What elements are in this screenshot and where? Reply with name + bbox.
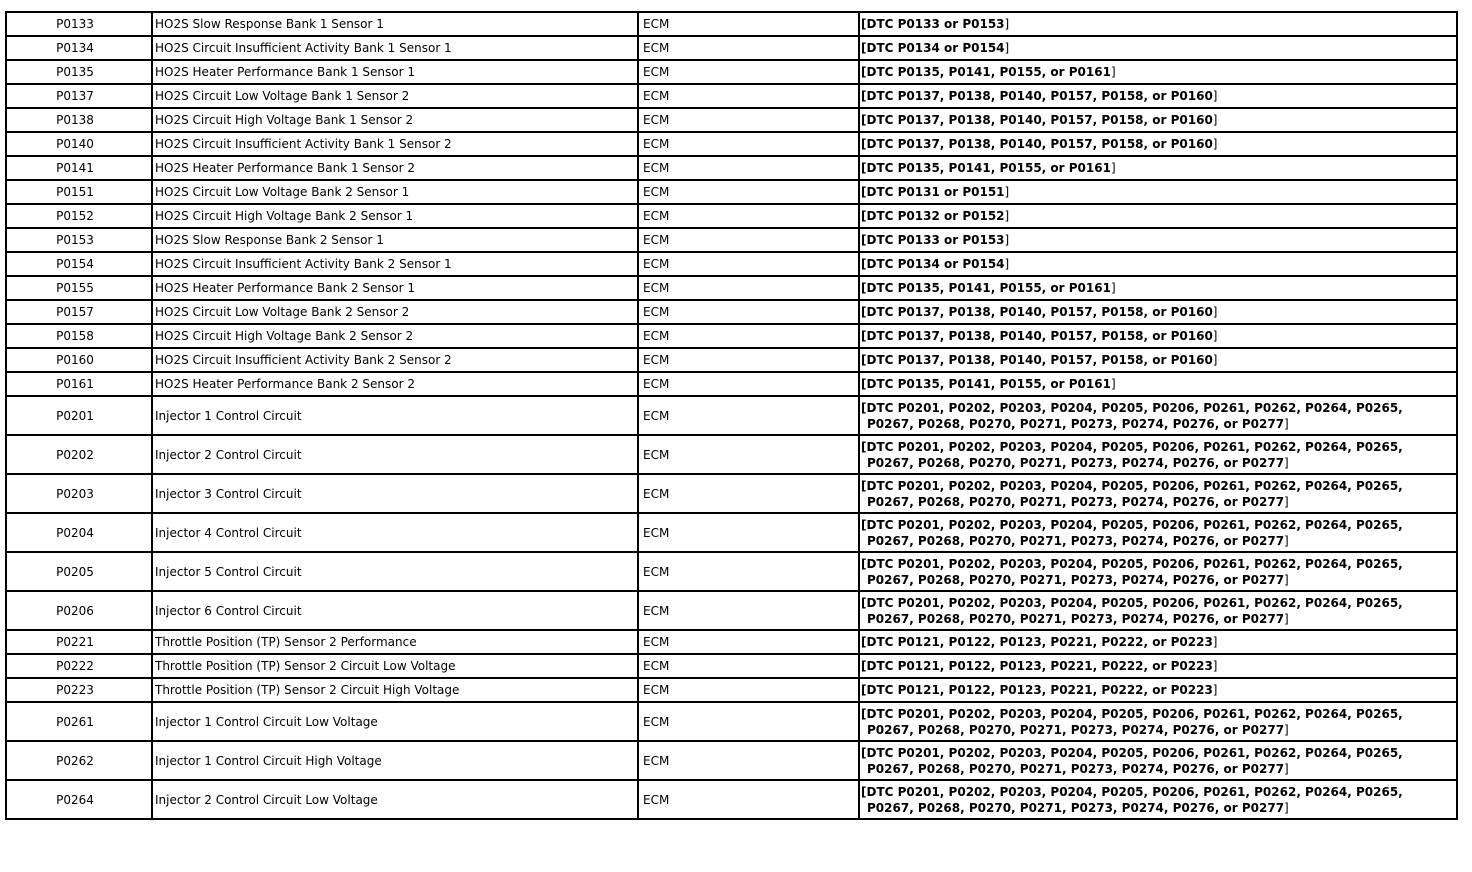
dtc-reference-link[interactable]: [DTC P0137, P0138, P0140, P0157, P0158, or P0160 — [861, 329, 1213, 343]
dtc-reference-cell — [859, 396, 1457, 435]
dtc-description-cell: HO2S Slow Response Bank 2 Sensor 1 — [152, 228, 638, 252]
dtc-reference-line — [861, 634, 1456, 650]
dtc-reference-cell — [859, 654, 1457, 678]
table-row — [6, 591, 1457, 630]
dtc-reference-cell — [859, 228, 1457, 252]
dtc-reference-link[interactable]: [DTC P0137, P0138, P0140, P0157, P0158, or P0160 — [861, 305, 1213, 319]
table-row — [6, 252, 1457, 276]
table-row — [6, 678, 1457, 702]
dtc-module-cell: ECM — [638, 12, 859, 36]
dtc-module-cell: ECM — [638, 204, 859, 228]
dtc-reference-cell — [859, 780, 1457, 819]
dtc-reference-cell — [859, 591, 1457, 630]
table-row — [6, 60, 1457, 84]
dtc-reference-link[interactable]: [DTC P0201, P0202, P0203, P0204, P0205, P0206, P0261, P0262, P0264, P0265, — [861, 400, 1403, 415]
closing-bracket: ] — [1004, 17, 1010, 31]
dtc-description-cell: HO2S Circuit Low Voltage Bank 2 Sensor 2 — [152, 300, 638, 324]
dtc-reference-link[interactable]: [DTC P0201, P0202, P0203, P0204, P0205, P0206, P0261, P0262, P0264, P0265, — [861, 706, 1403, 721]
dtc-module-cell: ECM — [638, 654, 859, 678]
dtc-reference-cell — [859, 156, 1457, 180]
closing-bracket: ] — [1212, 305, 1218, 319]
dtc-module-cell: ECM — [638, 435, 859, 474]
dtc-reference-line — [861, 136, 1456, 152]
dtc-reference-cell — [859, 108, 1457, 132]
dtc-description-cell: HO2S Circuit Low Voltage Bank 2 Sensor 1 — [152, 180, 638, 204]
dtc-description-cell: Injector 2 Control Circuit Low Voltage — [152, 780, 638, 819]
dtc-code-cell: P0152 — [6, 204, 152, 228]
table-row — [6, 348, 1457, 372]
dtc-module-cell: ECM — [638, 630, 859, 654]
table-row — [6, 513, 1457, 552]
dtc-description-cell: Injector 1 Control Circuit Low Voltage — [152, 702, 638, 741]
dtc-reference-cell — [859, 435, 1457, 474]
dtc-reference-link[interactable]: [DTC P0121, P0122, P0123, P0221, P0222, or P0223 — [861, 659, 1213, 673]
dtc-reference-cell — [859, 702, 1457, 741]
dtc-reference-link[interactable]: P0267, P0268, P0270, P0271, P0273, P0274, P0276, or P0277 — [867, 455, 1285, 470]
dtc-reference-line — [861, 745, 1456, 761]
table-row — [6, 552, 1457, 591]
dtc-module-cell: ECM — [638, 552, 859, 591]
dtc-reference-link[interactable]: [DTC P0135, P0141, P0155, or P0161 — [861, 161, 1111, 175]
table-row — [6, 276, 1457, 300]
dtc-description-cell: Throttle Position (TP) Sensor 2 Circuit High Voltage — [152, 678, 638, 702]
dtc-reference-cell — [859, 36, 1457, 60]
dtc-reference-line — [861, 439, 1456, 455]
dtc-code-cell: P0262 — [6, 741, 152, 780]
dtc-code-cell: P0261 — [6, 702, 152, 741]
dtc-reference-link[interactable]: P0267, P0268, P0270, P0271, P0273, P0274, P0276, or P0277 — [867, 800, 1285, 815]
dtc-reference-line — [861, 611, 1456, 627]
dtc-module-cell: ECM — [638, 372, 859, 396]
dtc-description-cell: Injector 1 Control Circuit — [152, 396, 638, 435]
dtc-code-cell: P0135 — [6, 60, 152, 84]
dtc-code-cell: P0134 — [6, 36, 152, 60]
table-row — [6, 654, 1457, 678]
closing-bracket: ] — [1110, 281, 1116, 295]
dtc-reference-line — [861, 595, 1456, 611]
closing-bracket: ] — [1212, 683, 1218, 697]
dtc-table — [5, 11, 1458, 820]
table-row — [6, 630, 1457, 654]
dtc-reference-link[interactable]: [DTC P0201, P0202, P0203, P0204, P0205, P0206, P0261, P0262, P0264, P0265, — [861, 556, 1403, 571]
table-row — [6, 300, 1457, 324]
closing-bracket: ] — [1212, 353, 1218, 367]
dtc-module-cell: ECM — [638, 324, 859, 348]
closing-bracket: ] — [1004, 209, 1010, 223]
dtc-module-cell: ECM — [638, 108, 859, 132]
dtc-reference-link[interactable]: [DTC P0201, P0202, P0203, P0204, P0205, P0206, P0261, P0262, P0264, P0265, — [861, 595, 1403, 610]
table-row — [6, 132, 1457, 156]
dtc-description-cell: HO2S Circuit High Voltage Bank 2 Sensor 1 — [152, 204, 638, 228]
dtc-module-cell: ECM — [638, 156, 859, 180]
dtc-reference-link[interactable]: [DTC P0132 or P0152 — [861, 209, 1005, 223]
dtc-reference-link[interactable]: [DTC P0121, P0122, P0123, P0221, P0222, or P0223 — [861, 683, 1213, 697]
dtc-reference-cell — [859, 252, 1457, 276]
dtc-reference-cell — [859, 372, 1457, 396]
dtc-code-cell: P0204 — [6, 513, 152, 552]
dtc-reference-line — [861, 112, 1456, 128]
dtc-reference-link[interactable]: P0267, P0268, P0270, P0271, P0273, P0274, P0276, or P0277 — [867, 761, 1285, 776]
dtc-reference-cell — [859, 630, 1457, 654]
dtc-reference-link[interactable]: [DTC P0137, P0138, P0140, P0157, P0158, or P0160 — [861, 353, 1213, 367]
table-row — [6, 741, 1457, 780]
dtc-description-cell: HO2S Heater Performance Bank 1 Sensor 2 — [152, 156, 638, 180]
dtc-code-cell: P0201 — [6, 396, 152, 435]
dtc-reference-cell — [859, 276, 1457, 300]
dtc-reference-line — [861, 328, 1456, 344]
closing-bracket: ] — [1284, 416, 1289, 431]
dtc-reference-line — [861, 722, 1456, 738]
dtc-reference-line — [861, 494, 1456, 510]
dtc-reference-link[interactable]: P0267, P0268, P0270, P0271, P0273, P0274, P0276, or P0277 — [867, 533, 1285, 548]
dtc-description-cell: HO2S Circuit Insufficient Activity Bank 2 Sensor 2 — [152, 348, 638, 372]
dtc-module-cell: ECM — [638, 591, 859, 630]
dtc-reference-link[interactable]: [DTC P0131 or P0151 — [861, 185, 1005, 199]
dtc-reference-cell — [859, 132, 1457, 156]
dtc-module-cell: ECM — [638, 741, 859, 780]
dtc-reference-line — [861, 88, 1456, 104]
closing-bracket: ] — [1004, 257, 1010, 271]
dtc-description-cell: Throttle Position (TP) Sensor 2 Performance — [152, 630, 638, 654]
dtc-code-cell: P0137 — [6, 84, 152, 108]
closing-bracket: ] — [1110, 161, 1116, 175]
dtc-reference-line — [861, 556, 1456, 572]
dtc-module-cell: ECM — [638, 36, 859, 60]
dtc-code-cell: P0157 — [6, 300, 152, 324]
closing-bracket: ] — [1284, 455, 1289, 470]
dtc-reference-line — [861, 761, 1456, 777]
dtc-module-cell: ECM — [638, 60, 859, 84]
dtc-reference-link[interactable]: [DTC P0134 or P0154 — [861, 41, 1005, 55]
dtc-reference-link[interactable]: [DTC P0135, P0141, P0155, or P0161 — [861, 281, 1111, 295]
dtc-code-cell: P0161 — [6, 372, 152, 396]
table-row — [6, 780, 1457, 819]
table-row — [6, 435, 1457, 474]
dtc-description-cell: HO2S Circuit High Voltage Bank 1 Sensor 2 — [152, 108, 638, 132]
dtc-reference-cell — [859, 84, 1457, 108]
closing-bracket: ] — [1212, 329, 1218, 343]
dtc-reference-line — [861, 280, 1456, 296]
closing-bracket: ] — [1284, 722, 1289, 737]
dtc-reference-line — [861, 706, 1456, 722]
dtc-reference-link[interactable]: [DTC P0201, P0202, P0203, P0204, P0205, P0206, P0261, P0262, P0264, P0265, — [861, 478, 1403, 493]
dtc-module-cell: ECM — [638, 300, 859, 324]
table-row — [6, 372, 1457, 396]
dtc-reference-link[interactable]: [DTC P0134 or P0154 — [861, 257, 1005, 271]
dtc-reference-line — [861, 160, 1456, 176]
dtc-reference-link[interactable]: [DTC P0137, P0138, P0140, P0157, P0158, or P0160 — [861, 89, 1213, 103]
dtc-module-cell: ECM — [638, 348, 859, 372]
table-row — [6, 204, 1457, 228]
dtc-module-cell: ECM — [638, 513, 859, 552]
dtc-reference-cell — [859, 180, 1457, 204]
dtc-reference-line — [861, 232, 1456, 248]
dtc-reference-cell — [859, 741, 1457, 780]
dtc-reference-line — [861, 416, 1456, 432]
dtc-reference-cell — [859, 348, 1457, 372]
dtc-description-cell: Throttle Position (TP) Sensor 2 Circuit Low Voltage — [152, 654, 638, 678]
dtc-reference-cell — [859, 324, 1457, 348]
dtc-module-cell: ECM — [638, 180, 859, 204]
closing-bracket: ] — [1284, 533, 1289, 548]
closing-bracket: ] — [1212, 89, 1218, 103]
table-row — [6, 702, 1457, 741]
closing-bracket: ] — [1212, 137, 1218, 151]
dtc-module-cell: ECM — [638, 228, 859, 252]
closing-bracket: ] — [1004, 185, 1010, 199]
table-row — [6, 396, 1457, 435]
dtc-reference-link[interactable]: [DTC P0137, P0138, P0140, P0157, P0158, or P0160 — [861, 113, 1213, 127]
dtc-reference-link[interactable]: [DTC P0121, P0122, P0123, P0221, P0222, or P0223 — [861, 635, 1213, 649]
dtc-code-cell: P0222 — [6, 654, 152, 678]
dtc-reference-link[interactable]: P0267, P0268, P0270, P0271, P0273, P0274, P0276, or P0277 — [867, 611, 1285, 626]
dtc-description-cell: HO2S Circuit High Voltage Bank 2 Sensor 2 — [152, 324, 638, 348]
dtc-reference-cell — [859, 513, 1457, 552]
dtc-description-cell: Injector 3 Control Circuit — [152, 474, 638, 513]
dtc-description-cell: HO2S Heater Performance Bank 1 Sensor 1 — [152, 60, 638, 84]
dtc-description-cell: Injector 6 Control Circuit — [152, 591, 638, 630]
dtc-reference-line — [861, 658, 1456, 674]
dtc-reference-line — [861, 478, 1456, 494]
closing-bracket: ] — [1284, 761, 1289, 776]
dtc-description-cell: HO2S Heater Performance Bank 2 Sensor 1 — [152, 276, 638, 300]
dtc-reference-link[interactable]: [DTC P0137, P0138, P0140, P0157, P0158, or P0160 — [861, 137, 1213, 151]
dtc-reference-link[interactable]: [DTC P0135, P0141, P0155, or P0161 — [861, 65, 1111, 79]
dtc-reference-cell — [859, 678, 1457, 702]
dtc-code-cell: P0158 — [6, 324, 152, 348]
table-row — [6, 474, 1457, 513]
dtc-code-cell: P0160 — [6, 348, 152, 372]
closing-bracket: ] — [1284, 572, 1289, 587]
dtc-reference-link[interactable]: P0267, P0268, P0270, P0271, P0273, P0274, P0276, or P0277 — [867, 722, 1285, 737]
dtc-code-cell: P0205 — [6, 552, 152, 591]
dtc-description-cell: HO2S Circuit Insufficient Activity Bank 1 Sensor 2 — [152, 132, 638, 156]
closing-bracket: ] — [1212, 635, 1218, 649]
dtc-description-cell: Injector 2 Control Circuit — [152, 435, 638, 474]
dtc-reference-line — [861, 400, 1456, 416]
dtc-module-cell: ECM — [638, 474, 859, 513]
dtc-reference-cell — [859, 60, 1457, 84]
closing-bracket: ] — [1284, 800, 1289, 815]
dtc-code-cell: P0223 — [6, 678, 152, 702]
table-row — [6, 84, 1457, 108]
dtc-module-cell: ECM — [638, 252, 859, 276]
dtc-code-cell: P0133 — [6, 12, 152, 36]
dtc-reference-link[interactable]: [DTC P0201, P0202, P0203, P0204, P0205, P0206, P0261, P0262, P0264, P0265, — [861, 439, 1403, 454]
dtc-code-cell: P0140 — [6, 132, 152, 156]
closing-bracket: ] — [1212, 659, 1218, 673]
dtc-reference-line — [861, 533, 1456, 549]
dtc-description-cell: Injector 4 Control Circuit — [152, 513, 638, 552]
dtc-description-cell: HO2S Slow Response Bank 1 Sensor 1 — [152, 12, 638, 36]
closing-bracket: ] — [1284, 494, 1289, 509]
dtc-code-cell: P0154 — [6, 252, 152, 276]
closing-bracket: ] — [1284, 611, 1289, 626]
dtc-description-cell: Injector 1 Control Circuit High Voltage — [152, 741, 638, 780]
dtc-module-cell: ECM — [638, 132, 859, 156]
dtc-reference-line — [861, 682, 1456, 698]
table-row — [6, 228, 1457, 252]
closing-bracket: ] — [1212, 113, 1218, 127]
dtc-reference-cell — [859, 552, 1457, 591]
table-row — [6, 36, 1457, 60]
dtc-description-cell: HO2S Circuit Low Voltage Bank 1 Sensor 2 — [152, 84, 638, 108]
dtc-code-cell: P0202 — [6, 435, 152, 474]
dtc-reference-link[interactable]: P0267, P0268, P0270, P0271, P0273, P0274, P0276, or P0277 — [867, 572, 1285, 587]
dtc-table-body — [6, 12, 1457, 819]
dtc-reference-link[interactable]: [DTC P0201, P0202, P0203, P0204, P0205, P0206, P0261, P0262, P0264, P0265, — [861, 745, 1403, 760]
table-row — [6, 156, 1457, 180]
dtc-reference-line — [861, 572, 1456, 588]
dtc-reference-cell — [859, 300, 1457, 324]
dtc-reference-link[interactable]: P0267, P0268, P0270, P0271, P0273, P0274, P0276, or P0277 — [867, 494, 1285, 509]
dtc-code-cell: P0138 — [6, 108, 152, 132]
dtc-code-cell: P0203 — [6, 474, 152, 513]
table-row — [6, 180, 1457, 204]
dtc-reference-link[interactable]: P0267, P0268, P0270, P0271, P0273, P0274, P0276, or P0277 — [867, 416, 1285, 431]
table-row — [6, 12, 1457, 36]
dtc-code-cell: P0151 — [6, 180, 152, 204]
dtc-reference-line — [861, 304, 1456, 320]
dtc-reference-line — [861, 208, 1456, 224]
dtc-code-cell: P0206 — [6, 591, 152, 630]
dtc-reference-line — [861, 64, 1456, 80]
dtc-reference-cell — [859, 12, 1457, 36]
dtc-reference-line — [861, 455, 1456, 471]
dtc-description-cell: HO2S Heater Performance Bank 2 Sensor 2 — [152, 372, 638, 396]
dtc-code-cell: P0221 — [6, 630, 152, 654]
closing-bracket: ] — [1004, 233, 1010, 247]
dtc-reference-line — [861, 784, 1456, 800]
dtc-module-cell: ECM — [638, 678, 859, 702]
dtc-code-cell: P0264 — [6, 780, 152, 819]
dtc-reference-line — [861, 40, 1456, 56]
dtc-description-cell: HO2S Circuit Insufficient Activity Bank 2 Sensor 1 — [152, 252, 638, 276]
dtc-reference-link[interactable]: [DTC P0133 or P0153 — [861, 17, 1005, 31]
dtc-reference-line — [861, 184, 1456, 200]
dtc-module-cell: ECM — [638, 780, 859, 819]
table-row — [6, 108, 1457, 132]
dtc-reference-link[interactable]: [DTC P0135, P0141, P0155, or P0161 — [861, 377, 1111, 391]
dtc-code-cell: P0155 — [6, 276, 152, 300]
dtc-code-cell: P0153 — [6, 228, 152, 252]
dtc-reference-cell — [859, 204, 1457, 228]
dtc-reference-line — [861, 16, 1456, 32]
dtc-reference-link[interactable]: [DTC P0133 or P0153 — [861, 233, 1005, 247]
dtc-reference-link[interactable]: [DTC P0201, P0202, P0203, P0204, P0205, P0206, P0261, P0262, P0264, P0265, — [861, 517, 1403, 532]
dtc-reference-line — [861, 352, 1456, 368]
dtc-module-cell: ECM — [638, 702, 859, 741]
closing-bracket: ] — [1110, 377, 1116, 391]
dtc-reference-line — [861, 256, 1456, 272]
dtc-module-cell: ECM — [638, 84, 859, 108]
dtc-reference-line — [861, 517, 1456, 533]
dtc-code-cell: P0141 — [6, 156, 152, 180]
dtc-module-cell: ECM — [638, 276, 859, 300]
dtc-reference-line — [861, 376, 1456, 392]
dtc-reference-cell — [859, 474, 1457, 513]
dtc-reference-link[interactable]: [DTC P0201, P0202, P0203, P0204, P0205, P0206, P0261, P0262, P0264, P0265, — [861, 784, 1403, 799]
closing-bracket: ] — [1004, 41, 1010, 55]
dtc-reference-line — [861, 800, 1456, 816]
dtc-module-cell: ECM — [638, 396, 859, 435]
dtc-description-cell: HO2S Circuit Insufficient Activity Bank 1 Sensor 1 — [152, 36, 638, 60]
closing-bracket: ] — [1110, 65, 1116, 79]
table-row — [6, 324, 1457, 348]
dtc-description-cell: Injector 5 Control Circuit — [152, 552, 638, 591]
